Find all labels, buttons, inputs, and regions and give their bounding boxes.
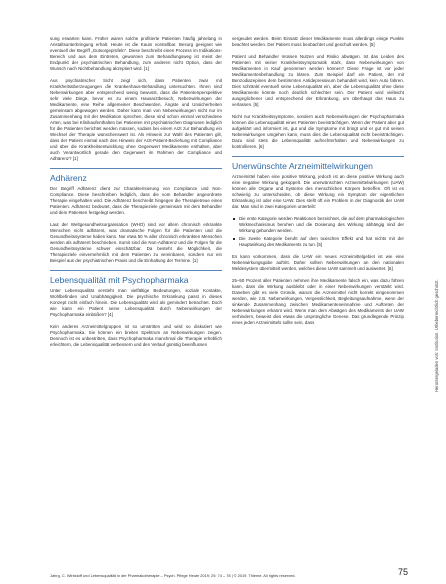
paragraph: sung erwarten kann. Früher waren solche profitierte Patienten häufig jahrelang in Anstaltsunterbringung erhalt. Heute ist die Kaum vorstellbar. Besorg geeignet wie eventuell der Begriff „Gutsorgeprüfeln“. Diese beschreibt einen Prozess im Indikations-Bereich und aus dem Eintreten, gewonnen zum Behandlungsweg ist meist der Endpunkt der psychiatrischen Behandlung, zum anderen nicht Option, dass der Wunsch nach Nichtbehandlung akzeptiert wird. [1] [50, 36, 222, 71]
paragraph: Patient und Behandler müssen Nutzen und Risiko abwägen. Ist das Leiden des Patienten mit seiner Krankheitssymptomatik stark, dass Nebenwirkungen von Medikamenten in Kauf genommen werden können? Diese Frage ist vor jeder Medikamentenbehandlung zu klären. Zum Beispiel darf ein Patient, der mit Benzodiazepinen dem bestimmten Antidepressivum behandelt wird, kein Auto fahren. Dies schränkt eventuell seine Lebensqualität ein, aber die Lebensqualität ohne diese Medikamente könnte noch deutlich schlechter sein. Der Patient wird vielleicht ausgeglichener und entsprechend der Erkrankung, um überhaupt das Haus zu verlassen. [5] [232, 54, 404, 107]
right-column [232, 36, 404, 332]
paragraph: Der Begriff Adhärenz dient zur Charakterisierung von Compliance und Non-Compliance. Diese beschreiben lediglich, dass die vom Behandler angeordnete Therapie eingehalten wird. Die Adhärenz beschreibt hingegen die Therapietreue eines Patienten. Adhärenz bedeutet, dass die Therapieziele gemeinsam mit dem Behandler und dem Patienten festgelegt werden. [50, 186, 222, 215]
paragraph: 25–50 Prozent aller Patienten nehmen ihre Medikamente falsch ein, was dazu führen kann, dass die Wirkung ausbleibt oder in einer Nebenwirkungen verstärkt wird. Daneben gibt es viele Gründe, warum die Arzneimittel nicht korrekt eingenommen werden, wie z.B. Nebenwirkungen, Vergesslichkeit, Begleitungsaufnahme, wenn der sinkende Zusammenhang zwischen Medikamenteneinnahme und Auftreten der Nebenwirkungen erkannt wird. Wenn man dem Abwägen des Medikaments der UAW verhindern, beweist dies etwas die ursprüngliche Genese. Das grundlegende Prinzip eines jeden Arzneimittels sollte sein, dass [232, 278, 404, 325]
paragraph: Kein anderes Arzneimittelgruppen ist so umstritten und wird so diskutiert wie Psychopharmaka. Sie können ein breites Spektrum an Nebenwirkungen zeigen. Dennoch ist es unbestritten, dass Psychopharmaka manchmal die Therapie erheblich erleichtern, die Lebensqualität verbessern und den Verlauf günstig beeinflussen [50, 324, 222, 347]
download-side-note: Heruntergeladen von: Institution. Urheberrechtlich geschützt. [434, 279, 439, 392]
bullet-list [232, 216, 404, 248]
paragraph: Arzneimittel haben eine positive Wirkung, jedoch ist an diese positive Wirkung auch eine negative Wirkung gekoppelt. Die unerwünschten Arzneimittelwirkungen (UAW) können alle Organe und Systeme des menschlichen Körpers betreffen. Oft ist es schwierig zu unterscheiden, ob diese Wirkung ein Symptom der eigentlichen Erkrankung ist oder eine UAW. Dies stellt oft ein Problem in der Diagnostik der UAW dar. Man sind in zwei Kategorien unterteilt: [232, 174, 404, 209]
paragraph: Es kann vorkommen, dass die UAW ein neues Arzneimittelgebiet ist wie eine Nebenwirkungsgabe auftritt. Daher sollten Nebenwirkungen an den nationalen Meldesystem übermittelt werden, welches diese UAW sammelt und auswertet. [5] [232, 254, 404, 271]
section-heading-uaw: Unerwünschte Arzneimittelwirkungen [232, 156, 404, 171]
paragraph: Unter Lebensqualität versteht man vielfältige Bedeutungen, soziale Kontakte, Wohlbefinden und Unabhängigkeit. Die psychische Erkrankung passt in dieses Konzept nicht einfach hinein. Die Lebensqualität wird als gemindert betrachtet. Doch wie kann ein Patient seine Lebensqualität durch Nebenwirkungen der Psychopharmaka einbüßen? [4] [50, 288, 222, 317]
paragraph: vergeudet werden. Beim Einsatz dieser Medikamente muss allerdings einige Punkte beachtet werden. Der Patient muss beobachtet und geschult werden. [5] [232, 36, 404, 47]
page-number: 75 [398, 567, 409, 577]
section-heading-adherenz: Adhärenz [50, 168, 222, 183]
paragraph: Aus psychiatrischer Sicht zeigt sich, dass Patienten zwar mit Krankheitsüberzeugungen die Krankenhaus-Behandlung untersuchten. Ihnen sind Nebenwirkungen aber entsprechend wenig bewusst, dass die Patientenperspektive sehr viele Dinge, bevor es zu einem Hausarztbesuch, Nebenwirkungen der Medikamente, eine Reihe allgemeiner Beschwerden, Ängste und Unsicherheiten gemeinsam abgewogen werden. Daher kann man von Nebenwirkungen nicht nur im Zusammenhang mit der Medikation sprechen, diese sind schon einmal verschiedene Arten, was bei Klinikaufenthalten bei Patienten mit psychiatrischen Diagnosen lediglich für die Patienten berichtet werden müssen, sodass bei einem Arzt zur Behandlung ein Wechsel der Therapie wünschenswert ist. Als Hinweis zur Wahl des Patienten gilt, dass der Patient einmal nach den Hinweis der Arzt-Patient-Beziehung mit Compliance und über die Krankheitsentwicklung ohne Gegenwert Medikamente enthalten, aber auch Verantwortlich gerade den Gegenwert im Rahmen der Compliance und Adhärenz? [1] [50, 78, 222, 161]
paragraph: Laut der Weltgesundheitsorganisation (WHO) sind vor allem chronisch erkrankte Menschen nicht adhärent, was dramatische Folgen für die Patienten und die Gesundheitssysteme haben kann. Nur etwa 50 % aller chronisch erkrankten Menschen werden als adhärent beschrieben. Somit sind die Non-Adhärenz und die Folgen für die Gesundheitssysteme schwer einschätzbar. Da besteht die Möglichkeit, die Therapieziele einvernehmlich mit dem Patienten zu vereinbaren, sondern nur ein Beispiel aus der psychiatrischen Praxis und die Einhaltung der Termine. [1] [50, 222, 222, 263]
paragraph: Nicht nur Krankheitssymptome, sondern auch Nebenwirkungen der Psychopharmaka können die Lebensqualität eines Patienten beeinträchtigen. Wenn der Patient aber gut aufgeklärt und informiert ist, gut und die Symptome mit bringt und er gut mit seinen Nebenwirkungen umgehen kann, muss dies die Lebensqualität nicht beeinträchtigen. Dazu sind stets die Lebensqualität aufrechterhalten und Nebenwirkungen zu kontrollieren. [6] [232, 114, 404, 149]
left-column [50, 36, 222, 354]
bullet-item: Die erste Kategorie werden Reaktionen bezeichnet, die auf dem pharmakologischen Wirkmechanismus beruhen und die Dosierung des Wirkung abhängig sind der Wirkung gebunden werden. [232, 216, 404, 234]
section-heading-lebensqualitaet: Lebensqualität mit Psychopharmaka [50, 270, 222, 285]
citation-footer: Jahrg. C. Wirkstoff und Lebensqualität in der Pharmakotherapie – Psych. Pflege Heute 2019; 25: 74 – 78 | © 2019. Thieme. All rights reserved. [50, 573, 296, 578]
bullet-item: Die zweite Kategorie beruht auf dem toxischen Effekt und hat nichts mit der Hauptwirkung des Medikaments zu tun. [5] [232, 236, 404, 248]
